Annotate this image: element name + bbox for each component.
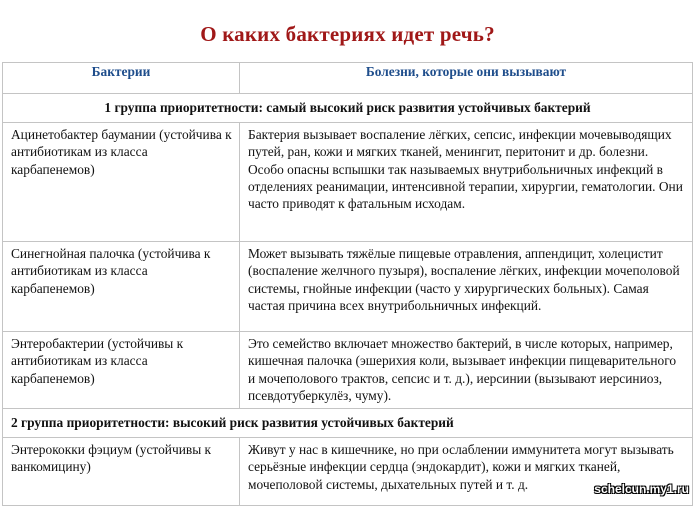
- diseases-cell: Может вызывать тяжёлые пищевые отравления, аппендицит, холецистит (воспаление желчного пузыря), воспаление лёгких, инфекции мочеполовой системы, гнойные инфекции (часто у хирургических больных). Самая частая причина всех внутрибольничных инфекций.: [240, 242, 693, 332]
- page-title: О каких бактериях идет речь?: [200, 22, 495, 46]
- diseases-cell: Это семейство включает множество бактерий, в числе которых, например, кишечная палочка (эшерихия коли, вызывает инфекции пищеварительного и мочеполового трактов, сепсис и т. д.), иерсинии (вызывают иерсиниоз, псевдотуберкулёз, чуму).: [240, 332, 693, 409]
- group-1-heading: 1 группа приоритетности: самый высокий риск развития устойчивых бактерий: [3, 94, 693, 123]
- bacteria-table: [2, 62, 693, 506]
- table-header-row: [3, 63, 693, 94]
- group-row: [3, 94, 693, 123]
- header-diseases: Болезни, которые они вызывают: [240, 63, 693, 94]
- bacterium-cell: Ацинетобактер баумании (устойчива к антибиотикам из класса карбапенемов): [3, 123, 240, 242]
- group-2-heading: 2 группа приоритетности: высокий риск развития устойчивых бактерий: [3, 409, 693, 438]
- table-row: [3, 123, 693, 242]
- diseases-cell: Живут у нас в кишечнике, но при ослаблении иммунитета могут вызывать серьёзные инфекции сердца (эндокардит), кожи и мягких тканей, мочеполовой системы, дыхательных путей и т. д.: [240, 438, 693, 506]
- table-row: [3, 332, 693, 409]
- bacterium-cell: Энтерококки фэциум (устойчивы к ванкомицину): [3, 438, 240, 506]
- diseases-cell: Бактерия вызывает воспаление лёгких, сепсис, инфекции мочевыводящих путей, ран, кожи и мягких тканей, менингит, перитонит и др. болезни. Особо опасны вспышки так называемых внутрибольничных инфекций в отделениях реанимации, интенсивной терапии, хирургии, гематологии. Они часто приводят к фатальным исходам.: [240, 123, 693, 242]
- watermark: schelcun.my1.ru: [594, 482, 689, 496]
- table-row: [3, 242, 693, 332]
- table-row: [3, 438, 693, 506]
- group-row: [3, 409, 693, 438]
- bacterium-cell: Синегнойная палочка (устойчива к антибиотикам из класса карбапенемов): [3, 242, 240, 332]
- header-bacteria: Бактерии: [3, 63, 240, 94]
- bacterium-cell: Энтеробактерии (устойчивы к антибиотикам из класса карбапенемов): [3, 332, 240, 409]
